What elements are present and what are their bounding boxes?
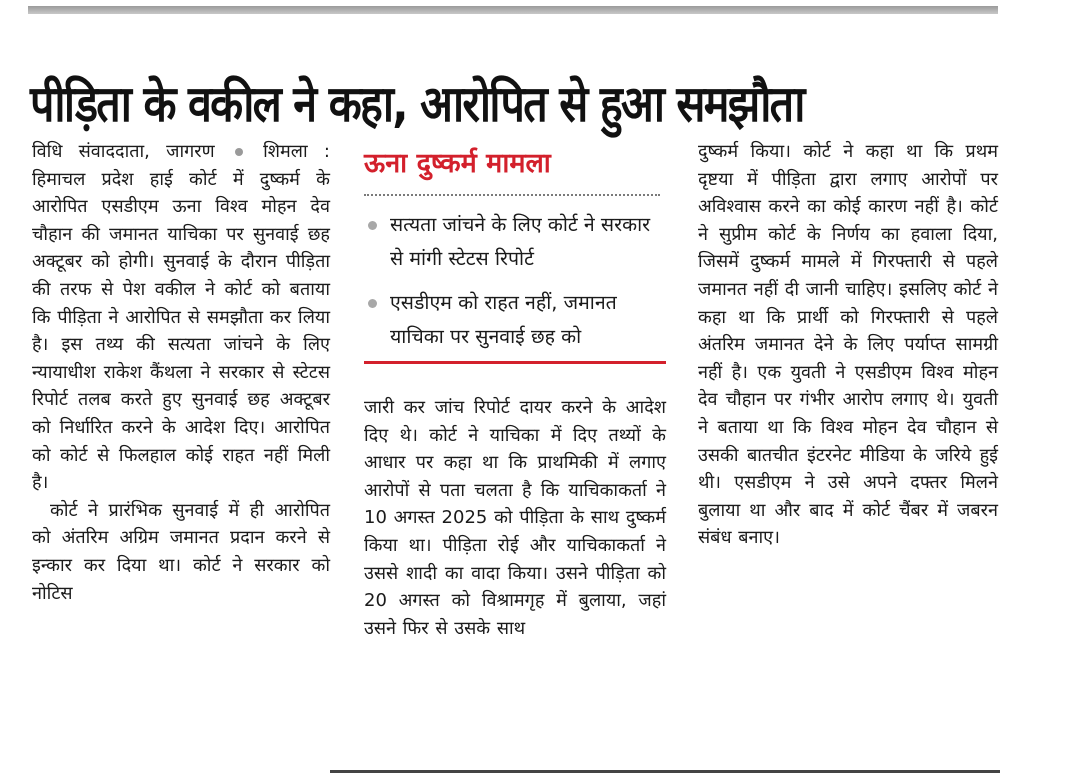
bullet-dot-icon: [368, 299, 377, 308]
paragraph-1-text: हिमाचल प्रदेश हाई कोर्ट में दुष्कर्म के आरोपित एसडीएम ऊना विश्व मोहन देव चौहान की जमानत याचिका पर सुनवाई छह अक्टूबर को होगी। सुनवाई के दौरान पीड़िता की तरफ से पेश वकील ने कोर्ट को बताया कि पीड़िता ने आरोपित से समझौता कर लिया है। इस तथ्य की सत्यता जांचने के लिए न्यायाधीश राकेश कैंथला ने सरकार से स्टेटस रिपोर्ट तलब करते हुए सुनवाई छह अक्टूबर को निर्धारित करने के आदेश दिए। आरोपित को कोर्ट से फिलहाल कोई राहत नहीं मिली है।: [32, 168, 330, 494]
bottom-rule: [330, 770, 1000, 773]
highlight-item: [364, 286, 666, 354]
paragraph-2: कोर्ट ने प्रारंभिक सुनवाई में ही आरोपित को अंतरिम अग्रिम जमानत प्रदान करने से इन्कार कर दिया था। कोर्ट ने सरकार को नोटिस: [32, 499, 330, 604]
top-rule: [28, 6, 998, 14]
highlight-list: [364, 208, 666, 354]
dateline-dot-icon: [235, 148, 243, 156]
headline: पीड़िता के वकील ने कहा, आरोपित से हुआ समझौता: [30, 74, 804, 133]
highlight-item-text: सत्यता जांचने के लिए कोर्ट ने सरकार से मांगी स्टेटस रिपोर्ट: [390, 213, 651, 270]
highlight-item: [364, 208, 666, 276]
column-2-text: जारी कर जांच रिपोर्ट दायर करने के आदेश दिए थे। कोर्ट ने याचिका में दिए तथ्यों के आधार पर कहा था कि प्राथमिकी में लगाए आरोपों से पता चलता है कि याचिकाकर्ता ने 10 अगस्त 2025 को पीड़िता के साथ दुष्कर्म किया था। पीड़िता रोई और याचिकाकर्ता ने उससे शादी का वादा किया। उसने पीड़िता को 20 अगस्त को विश्रामगृह में बुलाया, जहां उसने फिर से उसके साथ: [364, 397, 666, 639]
lead-paragraph: [32, 138, 330, 497]
article-column-2: [364, 394, 666, 750]
highlight-item-text: एसडीएम को राहत नहीं, जमानत याचिका पर सुनवाई छह को: [390, 291, 617, 348]
highlight-bottom-rule: [364, 361, 666, 364]
dateline-city: शिमला :: [263, 141, 330, 162]
article-column-1: [32, 138, 330, 748]
dateline: विधि संवाददाता, जागरण: [32, 141, 215, 162]
highlight-box: [364, 140, 666, 370]
article-column-3: [698, 138, 998, 750]
highlight-title: ऊना दुष्कर्म मामला: [364, 148, 551, 179]
column-3-text: दुष्कर्म किया। कोर्ट ने कहा था कि प्रथम दृष्टया में पीड़िता द्वारा लगाए आरोपों पर अविश्वास करने का कोई कारण नहीं है। कोर्ट ने सुप्रीम कोर्ट के निर्णय का हवाला दिया, जिसमें दुष्कर्म मामले में गिरफ्तारी से पहले जमानत नहीं दी जानी चाहिए। इसलिए कोर्ट ने कहा था कि प्रार्थी को गिरफ्तारी से पहले अंतरिम जमानत देने के लिए पर्याप्त सामग्री नहीं है। एक युवती ने एसडीएम विश्व मोहन देव चौहान पर गंभीर आरोप लगाए थे। युवती ने बताया था कि विश्व मोहन देव चौहान से उसकी बातचीत इंटरनेट मीडिया के जरिये हुई थी। एसडीएम ने उसे अपने दफ्तर मिलने बुलाया था और बाद में कोर्ट चैंबर में जबरन संबंध बनाए।: [698, 141, 998, 549]
dotted-divider: [364, 194, 660, 196]
bullet-dot-icon: [368, 221, 377, 230]
